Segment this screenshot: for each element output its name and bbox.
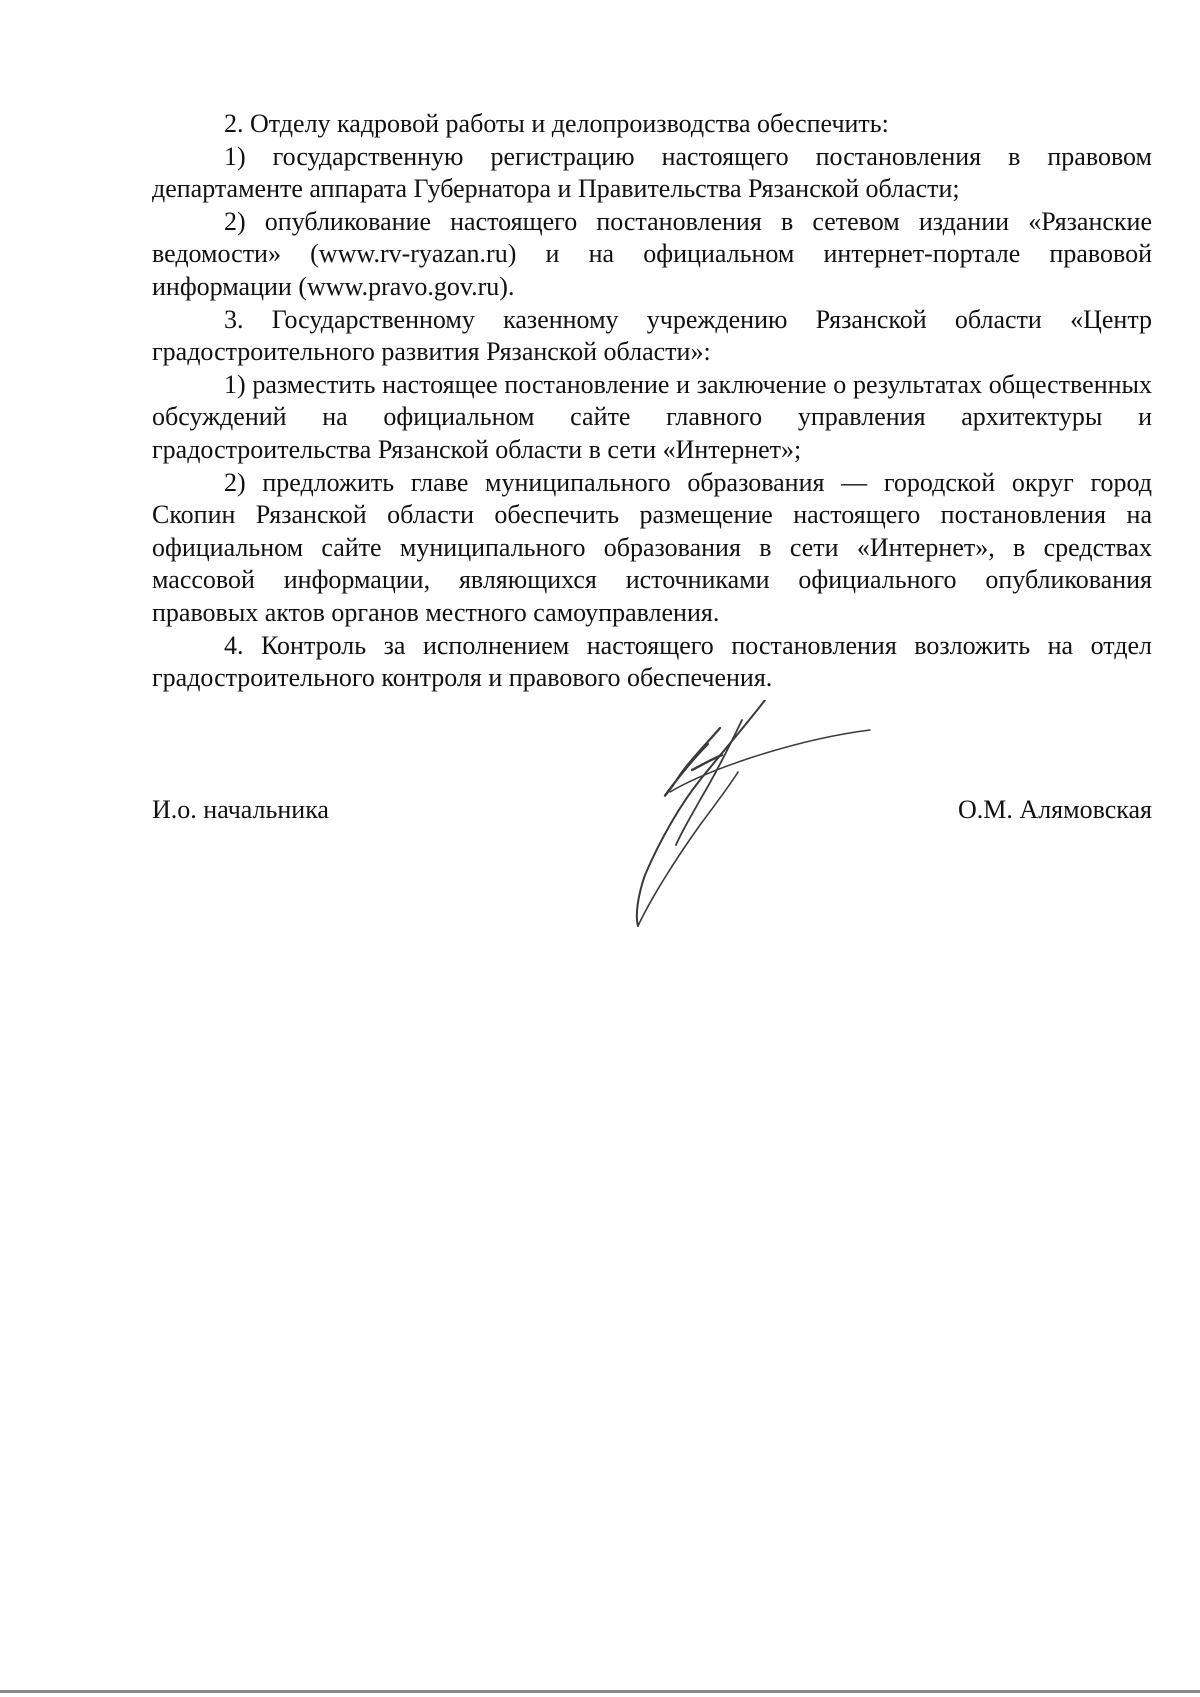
- signatory-name: О.М. Алямовская: [958, 795, 1152, 824]
- paragraph-subitem-2-2: 2) опубликование настоящего постановления в сетевом издании «Рязанские ведомости» (www.rv-ryazan.ru) и на официальном интернет-портале правовой информации (www.pravo.gov.ru).: [152, 206, 1152, 301]
- document-body: [152, 108, 1152, 695]
- bottom-scan-edge: [0, 1690, 1200, 1693]
- paragraph-item-2: 2. Отделу кадровой работы и делопроизводства обеспечить:: [224, 109, 889, 138]
- paragraph-subitem-2-1: 1) государственную регистрацию настоящего постановления в правовом департаменте аппарата Губернатора и Правительства Рязанской области;: [152, 141, 1152, 204]
- signatory-role: И.о. начальника: [152, 795, 329, 824]
- paragraph-item-4: 4. Контроль за исполнением настоящего постановления возложить на отдел градостроительного контроля и правового обеспечения.: [152, 630, 1152, 693]
- signature-block: [152, 794, 1152, 834]
- paragraph-item-3: 3. Государственному казенному учреждению Рязанской области «Центр градостроительного развития Рязанской области»:: [152, 304, 1152, 367]
- paragraph-subitem-3-2: 2) предложить главе муниципального образования — городской округ город Скопин Рязанской области обеспечить размещение настоящего постановления на официальном сайте муниципального образования в сети «Интернет», в средствах массовой информации, являющихся источниками официального опубликования правовых актов органов местного самоуправления.: [152, 467, 1152, 627]
- paragraph-subitem-3-1: 1) разместить настоящее постановление и заключение о результатах общественных обсуждений на официальном сайте главного управления архитектуры и градостроительства Рязанской области в сети «Интернет»;: [152, 369, 1152, 464]
